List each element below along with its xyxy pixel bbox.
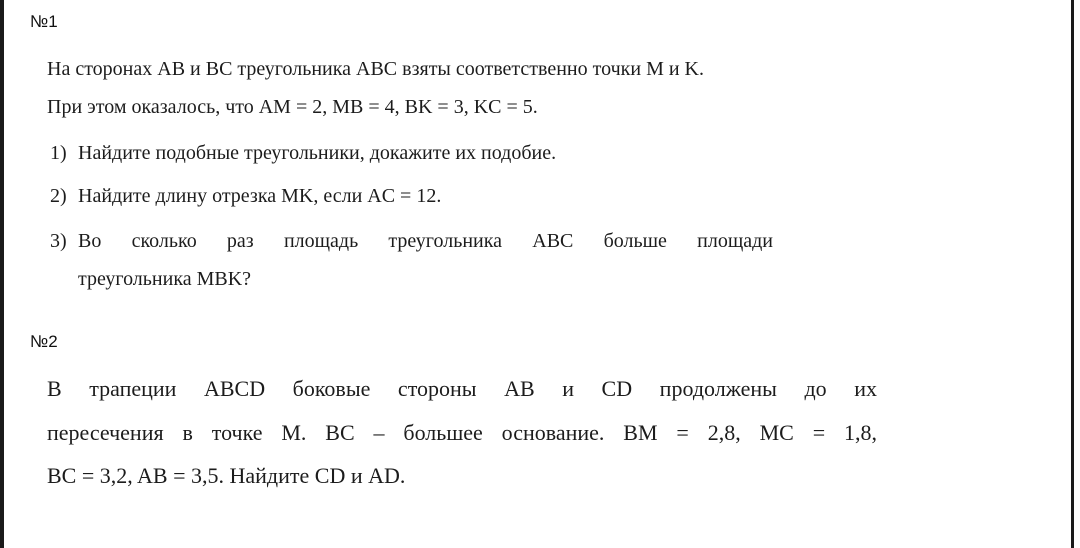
task-1-item-3-text-line-1: Во сколько раз площадь треугольника ABC больше площади bbox=[78, 230, 773, 252]
task-1-number: №1 bbox=[30, 12, 58, 31]
task-1-item-2-text: Найдите длину отрезка MK, если AC = 12. bbox=[78, 185, 442, 207]
task-1-item-1-text: Найдите подобные треугольники, докажите их подобие. bbox=[78, 142, 557, 164]
task-2-number: №2 bbox=[30, 332, 58, 351]
task-2-line-3: BC = 3,2, AB = 3,5. Найдите CD и AD. bbox=[47, 463, 406, 488]
task-1-item-3-number: 3) bbox=[50, 230, 67, 252]
task-1-intro-line-1: На сторонах AB и BC треугольника ABC взяты соответственно точки M и K. bbox=[47, 58, 705, 80]
task-2-line-1: В трапеции ABCD боковые стороны AB и CD продолжены до их bbox=[47, 376, 877, 401]
task-1-item-3-text-line-2: треугольника MBK? bbox=[78, 268, 252, 290]
task-1-item-2-number: 2) bbox=[50, 185, 67, 207]
task-1-intro-line-2: При этом оказалось, что AM = 2, MB = 4, BK = 3, KC = 5. bbox=[47, 96, 538, 118]
task-2-line-2: пересечения в точке M. BC – большее основание. BM = 2,8, MC = 1,8, bbox=[47, 420, 877, 445]
task-1-item-1-number: 1) bbox=[50, 142, 67, 164]
